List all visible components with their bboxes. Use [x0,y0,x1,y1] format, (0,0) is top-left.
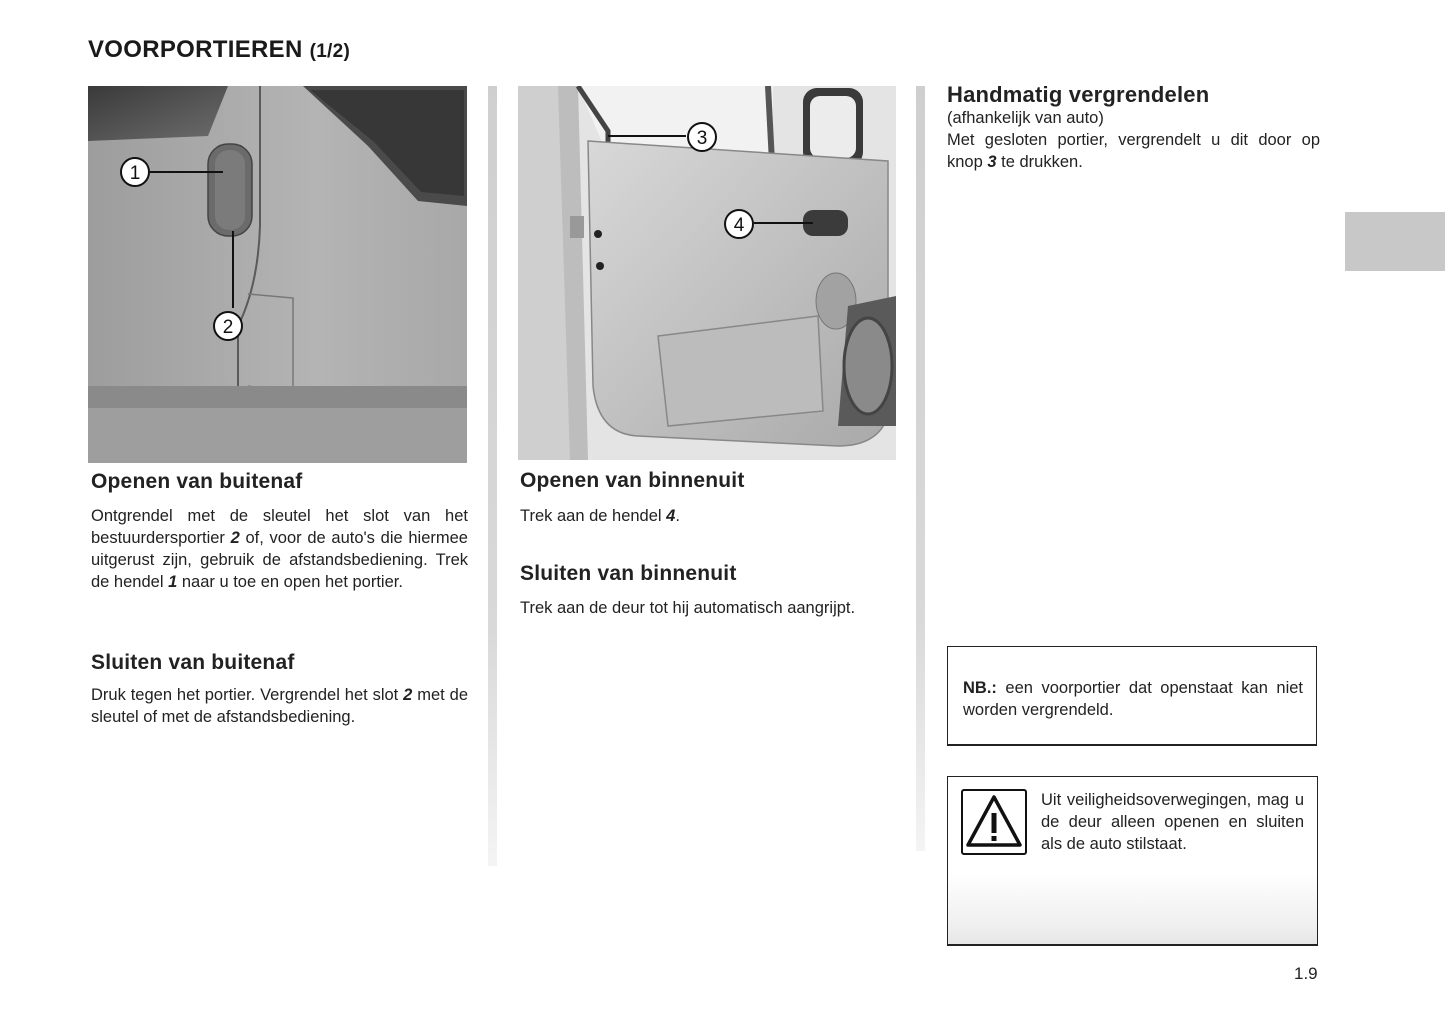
text-close-outside [91,684,468,728]
callout-1-label: 1 [129,163,141,184]
ref-1: 1 [168,573,178,591]
text-manual-lock-sub: (afhankelijk van auto) [947,109,1104,127]
warning-text: Uit veiligheidsoverwegingen, mag u de deur alleen openen en sluiten als de auto stilstaat. [1041,791,1304,853]
interior-door-illustration [518,86,896,460]
column-divider-1 [488,86,497,866]
text-close-outside-a: Druk tegen het portier. Vergrendel het slot [91,686,404,704]
text-open-inside-b: . [675,507,680,525]
column-divider-2 [916,86,925,851]
warning-icon [961,789,1027,855]
heading-close-outside: Sluiten van buitenaf [91,651,295,674]
page-title-text: VOORPORTIEREN [88,36,303,63]
ref-2-close: 2 [403,686,413,704]
text-manual-lock [947,129,1320,173]
callout-3-label: 3 [696,128,708,149]
interior-door-photo [518,86,896,460]
text-close-inside: Trek aan de deur tot hij automatisch aangrijpt. [520,599,856,617]
text-manual-lock-a: Met gesloten portier, vergrendelt u dit door op knop [947,131,1320,171]
text-open-outside [91,505,468,593]
note-text [963,677,1303,721]
text-open-inside-a: Trek aan de hendel [520,507,667,525]
heading-manual-lock: Handmatig vergrendelen [947,82,1210,107]
chapter-tab [1345,212,1445,271]
callout-4-label: 4 [733,215,745,236]
heading-open-outside: Openen van buitenaf [91,470,303,493]
heading-open-inside: Openen van binnenuit [520,469,745,492]
text-open-inside [520,505,897,527]
text-close-outside-b: met de sleutel of met de afstandsbediening. [91,686,468,726]
page-title [88,36,350,64]
heading-close-inside: Sluiten van binnenuit [520,562,737,585]
exterior-door-photo [88,86,467,463]
callout-2-label: 2 [222,317,234,338]
note-body: een voorportier dat openstaat kan niet worden vergrendeld. [963,679,1303,719]
ref-3: 3 [987,153,997,171]
ref-2: 2 [230,529,240,547]
text-open-outside-b: of, voor de auto's die hiermee uitgerust zijn, gebruik de afstandsbediening. Trek de hendel [91,529,468,591]
text-open-outside-c: naar u toe en open het portier. [177,573,403,591]
note-label: NB.: [963,679,997,697]
page-title-part: (1/2) [309,41,351,62]
ref-4: 4 [666,507,676,525]
note-box [947,646,1317,746]
text-manual-lock-b: te drukken. [996,153,1083,171]
warning-box [947,776,1318,946]
text-open-outside-a: Ontgrendel met de sleutel het slot van het bestuurdersportier [91,507,468,547]
warning-triangle-icon [963,791,1025,853]
exterior-door-illustration [88,86,467,463]
page-number: 1.9 [1294,964,1318,983]
